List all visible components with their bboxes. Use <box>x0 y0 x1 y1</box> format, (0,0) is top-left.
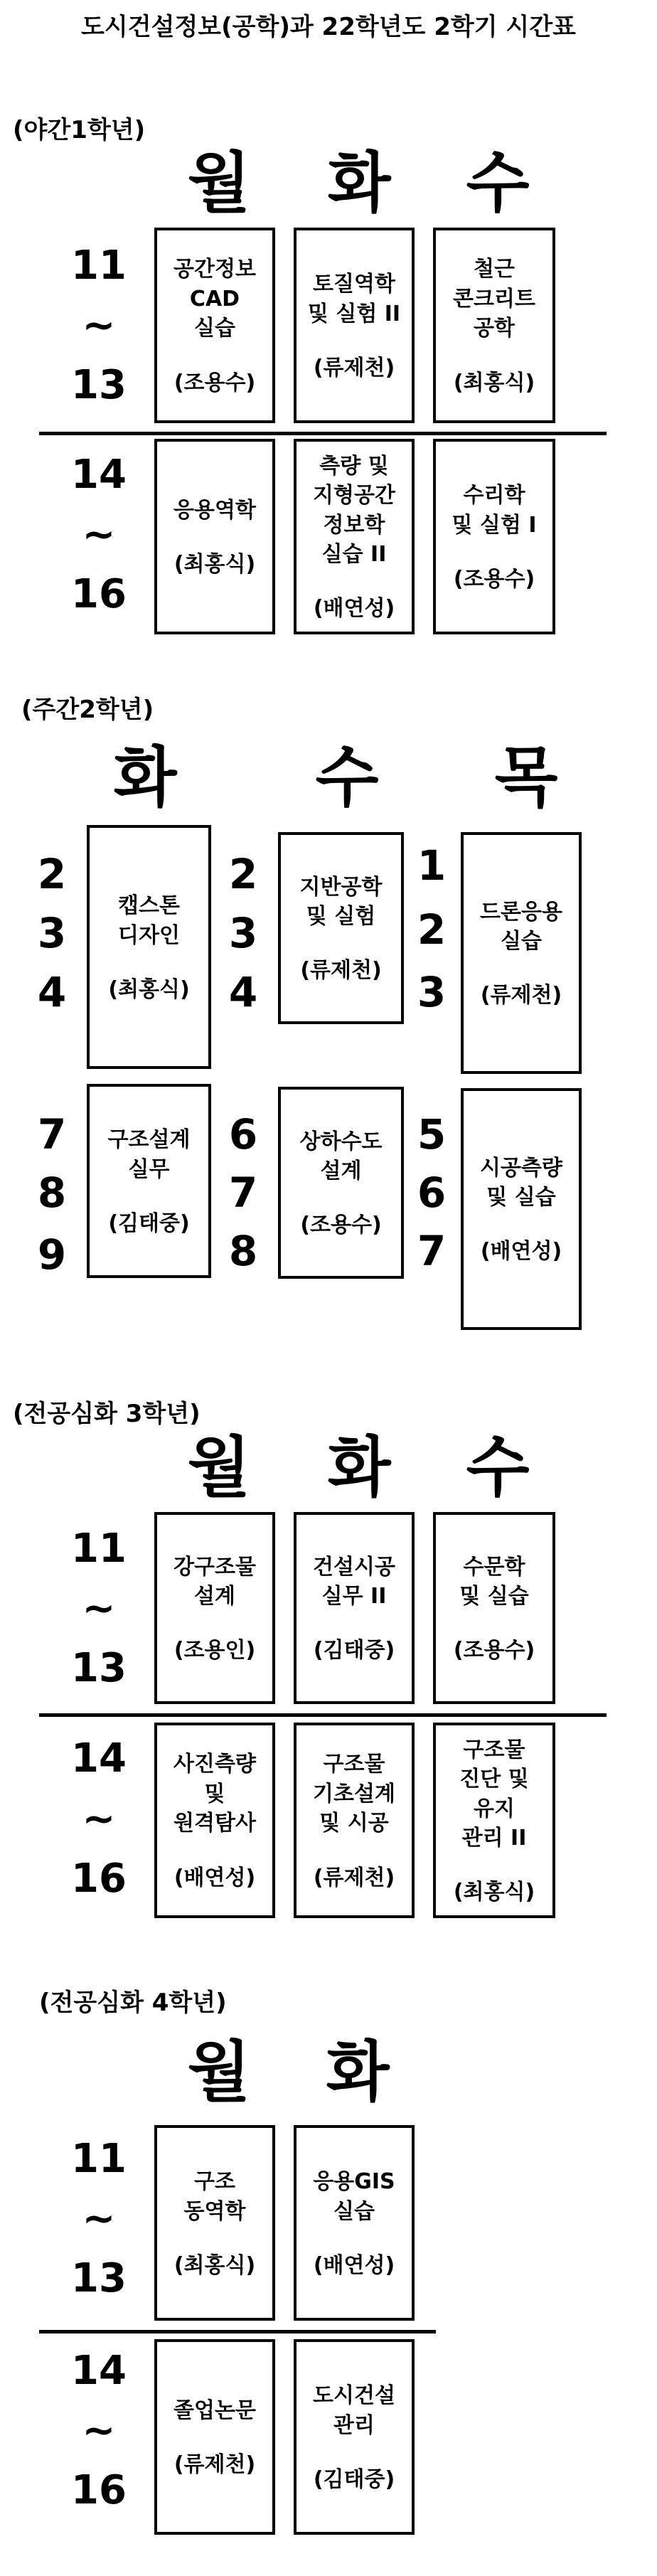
period-number: 8 <box>37 1169 67 1217</box>
course-name: 구조물 기초설계 및 시공 <box>313 1752 395 1836</box>
time-start: 11 <box>71 2136 127 2182</box>
day-header: 화 <box>327 1430 391 1506</box>
period-number: 3 <box>417 968 447 1016</box>
professor-name: (조용수) <box>300 1213 382 1238</box>
professor-name: (조용수) <box>453 1638 535 1664</box>
course-name: 캡스톤 디자인 <box>118 893 180 948</box>
section-label: (주간2학년) <box>21 696 154 724</box>
time-separator: ~ <box>82 2407 116 2454</box>
professor-name: (류제천) <box>173 2452 256 2478</box>
time-start: 14 <box>71 452 127 498</box>
course-cell <box>294 2339 415 2535</box>
course-cell <box>278 1087 404 1279</box>
time-end: 16 <box>71 2467 127 2513</box>
time-start: 11 <box>71 243 127 289</box>
day-header: 화 <box>113 740 177 816</box>
course-name: 시공측량 및 실습 <box>480 1155 562 1210</box>
course-cell <box>294 439 415 634</box>
day-header: 화 <box>326 2034 390 2110</box>
period-number: 6 <box>417 1169 447 1217</box>
course-cell <box>87 1084 211 1278</box>
period-number: 6 <box>228 1110 258 1159</box>
time-separator: ~ <box>82 2196 116 2242</box>
course-name: 수리학 및 실험 I <box>452 483 537 538</box>
course-name: 수문학 및 실습 <box>459 1554 529 1609</box>
period-number: 1 <box>417 841 447 890</box>
course-cell <box>433 1723 555 1918</box>
course-cell <box>433 439 555 634</box>
period-number: 4 <box>228 968 258 1016</box>
professor-name: (조용수) <box>453 566 535 592</box>
day-header: 목 <box>494 740 558 816</box>
professor-name: (최홍식) <box>453 370 535 395</box>
time-start: 11 <box>71 1526 127 1572</box>
time-end: 13 <box>71 2255 127 2301</box>
section-label: (전공심화 3학년) <box>13 1400 201 1428</box>
course-name: 강구조물 설계 <box>173 1554 256 1609</box>
course-cell <box>294 1723 415 1918</box>
section-label: (전공심화 4학년) <box>39 1989 227 2017</box>
course-cell <box>87 825 211 1069</box>
period-number: 8 <box>228 1227 258 1275</box>
time-separator: ~ <box>82 302 116 348</box>
professor-name: (배연성) <box>313 596 395 622</box>
period-number: 7 <box>37 1110 67 1159</box>
course-cell <box>461 832 582 1074</box>
period-number: 4 <box>37 968 67 1016</box>
professor-name: (최홍식) <box>108 976 190 1002</box>
time-separator: ~ <box>82 511 116 558</box>
period-number: 5 <box>417 1110 447 1159</box>
professor-name: (배연성) <box>480 1239 562 1265</box>
course-name: 사진측량 및 원격탐사 <box>173 1752 256 1836</box>
professor-name: (류제천) <box>480 983 562 1008</box>
time-end: 13 <box>71 362 127 408</box>
course-cell <box>294 1512 415 1704</box>
professor-name: (김태중) <box>108 1210 190 1236</box>
professor-name: (김태중) <box>313 2466 395 2492</box>
course-cell <box>154 1723 275 1918</box>
time-end: 13 <box>71 1645 127 1691</box>
course-name: 구조 동역학 <box>183 2169 246 2224</box>
day-header: 월 <box>187 2034 251 2110</box>
divider <box>39 2330 436 2333</box>
course-cell <box>278 832 404 1024</box>
course-cell <box>461 1088 582 1330</box>
professor-name: (류제천) <box>313 1865 395 1890</box>
course-name: 토질역학 및 실험 II <box>307 272 401 326</box>
time-separator: ~ <box>82 1585 116 1632</box>
time-start: 14 <box>71 2348 127 2394</box>
time-end: 16 <box>71 571 127 617</box>
course-cell <box>433 1512 555 1704</box>
day-header: 수 <box>315 740 379 816</box>
period-number: 2 <box>228 850 258 898</box>
professor-name: (류제천) <box>313 355 395 380</box>
period-number: 7 <box>228 1169 258 1217</box>
professor-name: (배연성) <box>173 1865 256 1890</box>
course-cell <box>154 2125 275 2321</box>
course-cell <box>154 228 275 423</box>
period-number: 3 <box>228 909 258 957</box>
course-name: 상하수도 설계 <box>299 1129 383 1183</box>
course-cell <box>433 228 555 423</box>
page-title: 도시건설정보(공학)과 22학년도 2학기 시간표 <box>81 13 576 41</box>
course-cell <box>294 228 415 423</box>
day-header: 수 <box>466 1430 530 1506</box>
professor-name: (최홍식) <box>173 2252 256 2278</box>
time-end: 16 <box>71 1856 127 1902</box>
professor-name: (배연성) <box>313 2252 395 2278</box>
course-cell <box>154 439 275 634</box>
course-name: 철근 콘크리트 공학 <box>453 257 535 341</box>
professor-name: (김태중) <box>313 1638 395 1664</box>
course-name: 응용GIS 실습 <box>313 2169 395 2224</box>
period-number: 3 <box>37 909 67 957</box>
divider <box>39 1713 607 1717</box>
professor-name: (류제천) <box>300 958 382 984</box>
course-name: 구조물 진단 및 유지 관리 II <box>459 1737 529 1851</box>
course-name: 응용역학 <box>173 497 256 523</box>
day-header: 월 <box>187 1430 251 1506</box>
section-label: (야간1학년) <box>13 116 146 144</box>
course-name: 졸업논문 <box>173 2397 256 2423</box>
time-start: 14 <box>71 1735 127 1782</box>
course-name: 측량 및 지형공간 정보학 실습 II <box>313 453 395 567</box>
period-number: 9 <box>37 1230 67 1279</box>
course-cell <box>154 2339 275 2535</box>
day-header: 화 <box>327 145 391 221</box>
divider <box>39 432 607 435</box>
time-separator: ~ <box>82 1796 116 1842</box>
course-name: 구조설계 실무 <box>107 1127 191 1182</box>
period-number: 2 <box>37 850 67 898</box>
course-name: 도시건설 관리 <box>313 2383 395 2438</box>
course-name: 지반공학 및 실험 <box>299 874 383 929</box>
period-number: 7 <box>417 1227 447 1275</box>
course-name: 건설시공 실무 II <box>313 1554 395 1609</box>
professor-name: (최홍식) <box>173 552 256 578</box>
day-header: 월 <box>187 145 251 221</box>
professor-name: (최홍식) <box>453 1880 535 1905</box>
period-number: 2 <box>417 905 447 954</box>
professor-name: (조용인) <box>173 1638 256 1664</box>
course-name: 공간정보 CAD 실습 <box>173 257 256 341</box>
course-cell <box>154 1512 275 1704</box>
day-header: 수 <box>466 145 530 221</box>
professor-name: (조용수) <box>173 370 256 395</box>
course-name: 드론응용 실습 <box>480 899 562 954</box>
course-cell <box>294 2125 415 2321</box>
